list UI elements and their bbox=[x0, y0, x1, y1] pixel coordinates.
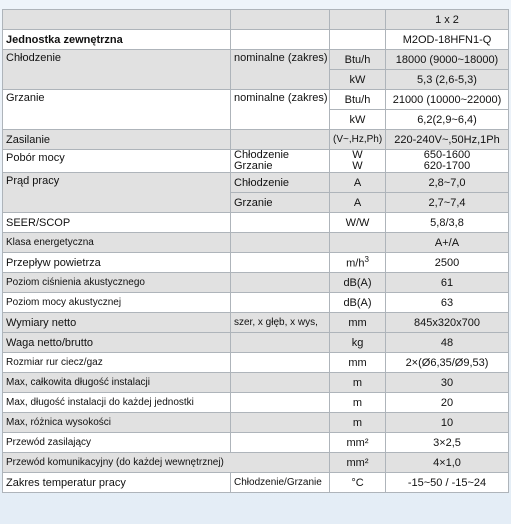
model-config: 1 x 2 bbox=[386, 10, 509, 30]
row-unit-cell: mm bbox=[330, 313, 386, 333]
value-cool: 650-1600 bbox=[423, 149, 471, 161]
row-unit-cell: dB(A) bbox=[330, 273, 386, 293]
row-unit-cell: mm² bbox=[330, 453, 386, 473]
header-blank bbox=[231, 10, 330, 30]
row-unit-cell: mm² bbox=[330, 433, 386, 453]
row-value: 30 bbox=[386, 373, 509, 393]
row-max-each bbox=[3, 393, 509, 413]
row-value: -15~50 / -15~24 bbox=[386, 473, 509, 493]
row-unit-cell: A bbox=[330, 193, 386, 213]
row-dimensions bbox=[3, 313, 509, 333]
row-label: Poziom ciśnienia akustycznego bbox=[3, 273, 231, 293]
row-value: 220-240V~,50Hz,1Ph bbox=[386, 130, 509, 150]
model-number: M2OD-18HFN1-Q bbox=[386, 30, 509, 50]
row-energy-class bbox=[3, 233, 509, 253]
row-value: 6,2(2,9~6,4) bbox=[386, 110, 509, 130]
row-qualifier: szer, x głęb, x wys, bbox=[231, 313, 330, 333]
row-value: 845x320x700 bbox=[386, 313, 509, 333]
row-label: Poziom mocy akustycznej bbox=[3, 293, 231, 313]
row-label: Wymiary netto bbox=[3, 313, 231, 333]
row-unit-cell: Btu/h bbox=[330, 90, 386, 110]
row-label: Waga netto/brutto bbox=[3, 333, 231, 353]
row-unit-cell: W/W bbox=[330, 213, 386, 233]
row-value: 21000 (10000~22000) bbox=[386, 90, 509, 110]
row-label: Grzanie bbox=[3, 90, 231, 130]
row-unit-cell: mm bbox=[330, 353, 386, 373]
row-value: 5,8/3,8 bbox=[386, 213, 509, 233]
row-unit-cell: (V~,Hz,Ph) bbox=[330, 130, 386, 150]
row-label: SEER/SCOP bbox=[3, 213, 231, 233]
row-value: 5,3 (2,6-5,3) bbox=[386, 70, 509, 90]
row-unit-cell: kg bbox=[330, 333, 386, 353]
row-label: Chłodzenie bbox=[3, 50, 231, 90]
row-value: 63 bbox=[386, 293, 509, 313]
row-sound-pressure bbox=[3, 273, 509, 293]
row-label: Przepływ powietrza bbox=[3, 253, 231, 273]
row-label: Max, całkowita długość instalacji bbox=[3, 373, 231, 393]
row-sound-power bbox=[3, 293, 509, 313]
row-value: 18000 (9000~18000) bbox=[386, 50, 509, 70]
table-header-row bbox=[3, 10, 509, 30]
row-unit-cell: kW bbox=[330, 110, 386, 130]
row-value: 2×(Ø6,35/Ø9,53) bbox=[386, 353, 509, 373]
row-weight bbox=[3, 333, 509, 353]
row-value: 10 bbox=[386, 413, 509, 433]
row-supply-cable bbox=[3, 433, 509, 453]
row-power-input bbox=[3, 150, 509, 173]
row-unit bbox=[3, 30, 509, 50]
row-temp-range bbox=[3, 473, 509, 493]
row-pipes bbox=[3, 353, 509, 373]
row-value: 48 bbox=[386, 333, 509, 353]
row-qualifier: nominalne (zakres) bbox=[231, 50, 330, 90]
row-unit-cell: °C bbox=[330, 473, 386, 493]
spec-table bbox=[2, 9, 509, 493]
row-value: A+/A bbox=[386, 233, 509, 253]
row-label: Max, długość instalacji do każdej jednostki bbox=[3, 393, 231, 413]
row-unit-cell: m bbox=[330, 393, 386, 413]
row-unit-cell: Btu/h bbox=[330, 50, 386, 70]
row-seer bbox=[3, 213, 509, 233]
row-label: Max, różnica wysokości bbox=[3, 413, 231, 433]
row-power-supply bbox=[3, 130, 509, 150]
row-value: 2,8~7,0 bbox=[386, 173, 509, 193]
row-max-total bbox=[3, 373, 509, 393]
unit-heat: W bbox=[352, 160, 363, 172]
row-airflow bbox=[3, 253, 509, 273]
row-label: Prąd pracy bbox=[3, 173, 231, 213]
row-value: 2500 bbox=[386, 253, 509, 273]
row-unit-cell: kW bbox=[330, 70, 386, 90]
row-current-cool bbox=[3, 173, 509, 193]
header-blank bbox=[3, 10, 231, 30]
row-label: Zasilanie bbox=[3, 130, 231, 150]
row-value: 4×1,0 bbox=[386, 453, 509, 473]
unit-cool: W bbox=[352, 149, 363, 161]
mode-cool: Chłodzenie bbox=[234, 149, 290, 161]
row-comm-cable bbox=[3, 453, 509, 473]
row-label: Zakres temperatur pracy bbox=[3, 473, 231, 493]
row-label: Klasa energetyczna bbox=[3, 233, 231, 253]
row-mode: Chłodzenie bbox=[231, 173, 330, 193]
row-heating-btu bbox=[3, 90, 509, 110]
row-value: 61 bbox=[386, 273, 509, 293]
row-mode: Grzanie bbox=[231, 193, 330, 213]
mode-heat: Grzanie bbox=[234, 160, 273, 172]
row-value: 2,7~7,4 bbox=[386, 193, 509, 213]
value-heat: 620-1700 bbox=[423, 160, 471, 172]
row-value: 3×2,5 bbox=[386, 433, 509, 453]
row-unit-cell: m bbox=[330, 373, 386, 393]
row-label: Rozmiar rur ciecz/gaz bbox=[3, 353, 231, 373]
row-value: 20 bbox=[386, 393, 509, 413]
row-qualifier: Chłodzenie/Grzanie bbox=[231, 473, 330, 493]
row-unit-cell: A bbox=[330, 173, 386, 193]
row-max-height bbox=[3, 413, 509, 433]
row-label: Jednostka zewnętrzna bbox=[3, 30, 231, 50]
row-qualifier: nominalne (zakres) bbox=[231, 90, 330, 130]
row-label: Przewód zasilający bbox=[3, 433, 231, 453]
row-cooling-btu bbox=[3, 50, 509, 70]
row-unit-cell: $m/h^3$ bbox=[330, 253, 386, 273]
header-blank bbox=[330, 10, 386, 30]
row-label: Pobór mocy bbox=[3, 150, 231, 173]
row-unit-cell: m bbox=[330, 413, 386, 433]
row-unit-cell: dB(A) bbox=[330, 293, 386, 313]
row-label: Przewód komunikacyjny (do każdej wewnętrznej) bbox=[3, 453, 330, 473]
